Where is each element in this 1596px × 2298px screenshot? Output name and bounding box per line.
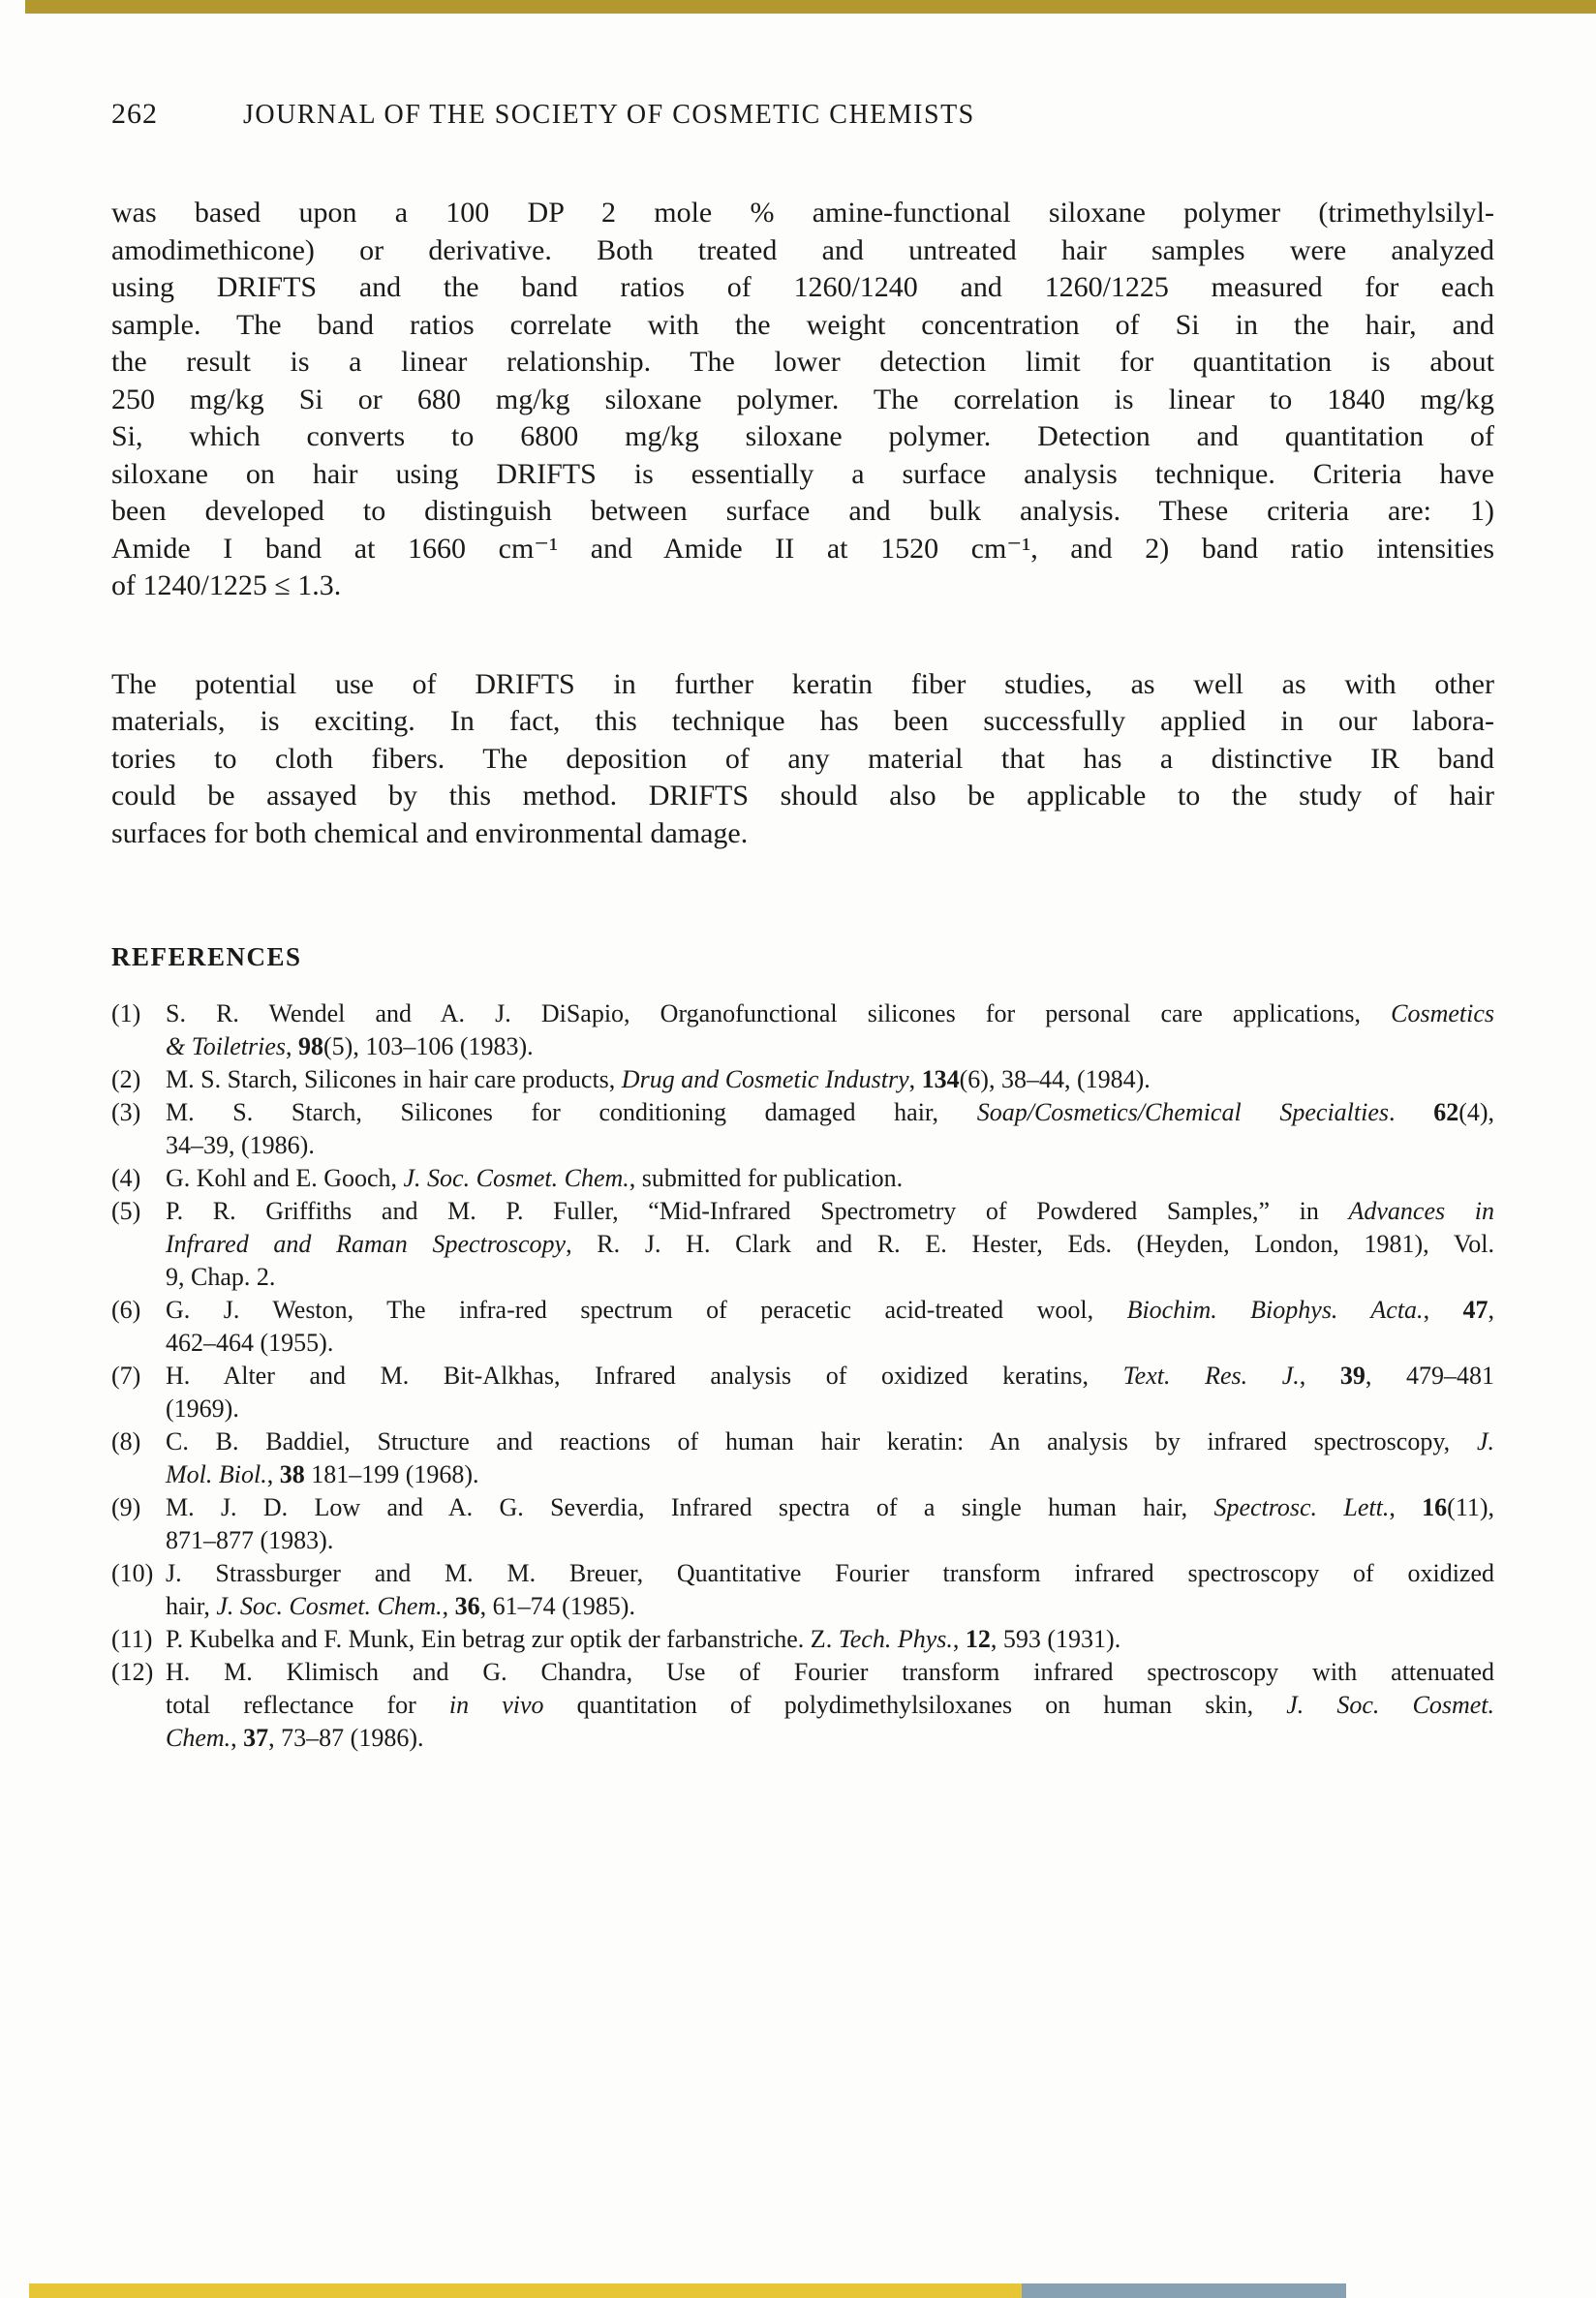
reference-text: Drug and Cosmetic Industry (621, 1065, 909, 1093)
text-line: The potential use of DRIFTS in further keratin fiber studies, as well as with other (111, 667, 1494, 700)
reference-line (111, 1458, 1494, 1491)
reference-line (111, 1228, 1494, 1261)
reference-text: 39 (1339, 1362, 1366, 1390)
reference-line (111, 1623, 1494, 1656)
reference-item (111, 1063, 1494, 1096)
reference-text: J. Soc. Cosmet. (1286, 1691, 1494, 1719)
reference-number: (1) (111, 999, 141, 1027)
reference-text: 47 (1462, 1296, 1489, 1324)
reference-line (111, 1162, 1494, 1195)
reference-line (111, 1294, 1494, 1327)
reference-text: 62 (1433, 1098, 1459, 1126)
reference-text: , (286, 1032, 299, 1060)
reference-number: (8) (111, 1427, 141, 1455)
reference-text: J. Soc. Cosmet. Chem. (403, 1164, 629, 1192)
reference-text: Cosmetics (1391, 999, 1494, 1027)
reference-text: hair, (166, 1592, 217, 1620)
reference-text: (6), 38–44, (1984). (959, 1065, 1151, 1093)
reference-line (111, 1063, 1494, 1096)
reference-number: (12) (111, 1658, 154, 1686)
reference-text: Mol. Biol. (166, 1460, 267, 1488)
reference-text: J. Soc. Cosmet. Chem. (216, 1592, 443, 1620)
reference-text: 37 (243, 1724, 269, 1752)
reference-text: Soap/Cosmetics/Chemical Specialties (976, 1098, 1390, 1126)
reference-text: , R. J. H. Clark and R. E. Hester, Eds. (Heyden, London, 1981), Vol. (566, 1230, 1494, 1258)
reference-text: (11), (1447, 1493, 1495, 1521)
reference-text: (1969). (166, 1394, 239, 1423)
text-line: been developed to distinguish between surface and bulk analysis. These criteria are: 1) (111, 495, 1494, 527)
text-line: 250 mg/kg Si or 680 mg/kg siloxane polymer. The correlation is linear to 1840 mg/kg (111, 383, 1494, 415)
reference-line (111, 1393, 1494, 1425)
reference-item (111, 1557, 1494, 1623)
reference-text: J. (1476, 1427, 1494, 1455)
reference-item (111, 1096, 1494, 1162)
reference-text: , (1488, 1296, 1495, 1324)
reference-line (111, 1096, 1494, 1129)
reference-text: 181–199 (1968). (304, 1460, 479, 1488)
reference-line (111, 1327, 1494, 1360)
reference-number: (5) (111, 1197, 141, 1225)
paragraph (111, 195, 1494, 605)
reference-text: , 73–87 (1986). (268, 1724, 424, 1752)
reference-text: Text. Res. J. (1122, 1362, 1300, 1390)
reference-line (111, 1524, 1494, 1557)
text-line: using DRIFTS and the band ratios of 1260/1240 and 1260/1225 measured for each (111, 271, 1494, 303)
reference-text: G. J. Weston, The infra-red spectrum of peracetic acid-treated wool, (166, 1296, 1127, 1324)
reference-line (111, 1689, 1494, 1722)
reference-line (111, 1557, 1494, 1590)
reference-text: , submitted for publication. (629, 1164, 904, 1192)
reference-text: (5), 103–106 (1983). (323, 1032, 534, 1060)
reference-line (111, 1722, 1494, 1755)
reference-number: (11) (111, 1625, 153, 1653)
text-line: of 1240/1225 ≤ 1.3. (111, 569, 342, 601)
reference-line (111, 1195, 1494, 1228)
journal-running-title: JOURNAL OF THE SOCIETY OF COSMETIC CHEMISTS (243, 100, 975, 130)
reference-text: 12 (965, 1625, 991, 1653)
reference-item (111, 1623, 1494, 1656)
reference-text: 871–877 (1983). (166, 1526, 334, 1554)
reference-line (111, 1425, 1494, 1458)
reference-text: G. Kohl and E. Gooch, (166, 1164, 404, 1192)
reference-text: 98 (298, 1032, 324, 1060)
page-header (111, 98, 1494, 131)
reference-text: total reflectance for (166, 1691, 449, 1719)
reference-text: Infrared and Raman Spectroscopy (166, 1230, 567, 1258)
text-line: sample. The band ratios correlate with the weight concentration of Si in the hair, and (111, 308, 1494, 341)
text-line: the result is a linear relationship. The lower detection limit for quantitation is about (111, 346, 1494, 378)
reference-number: (9) (111, 1493, 141, 1521)
reference-text: , (952, 1625, 966, 1653)
references-heading: REFERENCES (111, 942, 302, 971)
reference-line (111, 1030, 1494, 1063)
text-line: surfaces for both chemical and environmental damage. (111, 816, 749, 849)
text-line: Si, which converts to 6800 mg/kg siloxane polymer. Detection and quantitation of (111, 420, 1494, 452)
reference-text: & Toiletries (166, 1032, 287, 1060)
reference-text: , (1423, 1296, 1463, 1324)
reference-text: H. M. Klimisch and G. Chandra, Use of Fourier transform infrared spectroscopy with attenuated (166, 1658, 1494, 1686)
reference-text: , (908, 1065, 922, 1093)
reference-text: in vivo (448, 1691, 544, 1719)
reference-number: (4) (111, 1164, 141, 1192)
reference-item (111, 1656, 1494, 1755)
paragraph (111, 666, 1494, 853)
reference-list (111, 997, 1494, 1755)
reference-text: 34–39, (1986). (166, 1131, 315, 1159)
reference-item (111, 1162, 1494, 1195)
reference-text: Tech. Phys. (838, 1625, 953, 1653)
text-line: siloxane on hair using DRIFTS is essentially a surface analysis technique. Criteria have (111, 457, 1494, 490)
reference-text: 38 (279, 1460, 305, 1488)
reference-text: P. Kubelka and F. Munk, Ein betrag zur optik der farbanstriche. Z. (166, 1625, 839, 1653)
reference-number: (2) (111, 1065, 141, 1093)
reference-item (111, 1491, 1494, 1557)
reference-text: S. R. Wendel and A. J. DiSapio, Organofunctional silicones for personal care applications, (166, 999, 1392, 1027)
text-line: materials, is exciting. In fact, this technique has been successfully applied in our labora- (111, 705, 1494, 737)
reference-item (111, 1294, 1494, 1360)
reference-number: (6) (111, 1296, 141, 1324)
text-line: could be assayed by this method. DRIFTS should also be applicable to the study of hair (111, 780, 1494, 812)
reference-text: P. R. Griffiths and M. P. Fuller, “Mid-Infrared Spectrometry of Powdered Samples,” in (166, 1197, 1349, 1225)
reference-number: (7) (111, 1362, 141, 1390)
reference-text: C. B. Baddiel, Structure and reactions of human hair keratin: An analysis by infrared spectroscopy, (166, 1427, 1477, 1455)
reference-text: Chem. (166, 1724, 231, 1752)
reference-text: , (230, 1724, 244, 1752)
text-line: Amide I band at 1660 cm⁻¹ and Amide II at 1520 cm⁻¹, and 2) band ratio intensities (111, 532, 1494, 565)
reference-text: 134 (921, 1065, 960, 1093)
reference-text: , (1389, 1493, 1423, 1521)
reference-item (111, 997, 1494, 1063)
reference-line (111, 1491, 1494, 1524)
reference-text: M. S. Starch, Silicones for conditioning damaged hair, (166, 1098, 977, 1126)
reference-number: (10) (111, 1559, 154, 1587)
reference-text: , (442, 1592, 455, 1620)
reference-item (111, 1360, 1494, 1425)
body-text (111, 195, 1494, 852)
reference-text: Spectrosc. Lett. (1213, 1493, 1390, 1521)
reference-text: 36 (454, 1592, 480, 1620)
reference-text: M. S. Starch, Silicones in hair care products, (166, 1065, 622, 1093)
reference-text: , 593 (1931). (990, 1625, 1121, 1653)
reference-item (111, 1195, 1494, 1294)
reference-line (111, 1129, 1494, 1162)
reference-item (111, 1425, 1494, 1491)
text-line: was based upon a 100 DP 2 mole % amine-functional siloxane polymer (trimethylsilyl- (111, 197, 1494, 229)
reference-text: Biochim. Biophys. Acta. (1126, 1296, 1424, 1324)
reference-text: J. Strassburger and M. M. Breuer, Quantitative Fourier transform infrared spectroscopy of oxidized (166, 1559, 1494, 1587)
reference-line (111, 1590, 1494, 1623)
text-line: tories to cloth fibers. The deposition of any material that has a distinctive IR band (111, 742, 1494, 775)
page-number: 262 (111, 98, 158, 130)
reference-line (111, 1360, 1494, 1393)
text-line: amodimethicone) or derivative. Both treated and untreated hair samples were analyzed (111, 233, 1494, 266)
reference-line (111, 997, 1494, 1030)
reference-text: , 61–74 (1985). (479, 1592, 635, 1620)
reference-text: , 479–481 (1365, 1362, 1494, 1390)
reference-text: M. J. D. Low and A. G. Severdia, Infrared spectra of a single human hair, (166, 1493, 1214, 1521)
bottom-edge-bar-yellow (29, 2283, 1022, 2298)
reference-text: 462–464 (1955). (166, 1329, 334, 1357)
reference-text: . (1389, 1098, 1434, 1126)
reference-text: H. Alter and M. Bit-Alkhas, Infrared analysis of oxidized keratins, (166, 1362, 1123, 1390)
top-edge-bar (25, 0, 1596, 14)
reference-text: 16 (1422, 1493, 1448, 1521)
reference-text: quantitation of polydimethylsiloxanes on human skin, (543, 1691, 1287, 1719)
reference-line (111, 1656, 1494, 1689)
reference-line (111, 1261, 1494, 1294)
reference-text: 9, Chap. 2. (166, 1263, 276, 1291)
reference-text: (4), (1458, 1098, 1495, 1126)
reference-text: , (266, 1460, 280, 1488)
reference-number: (3) (111, 1098, 141, 1126)
reference-text: Advances in (1348, 1197, 1494, 1225)
bottom-edge-bar-blue (1022, 2283, 1346, 2298)
reference-text: , (1299, 1362, 1340, 1390)
